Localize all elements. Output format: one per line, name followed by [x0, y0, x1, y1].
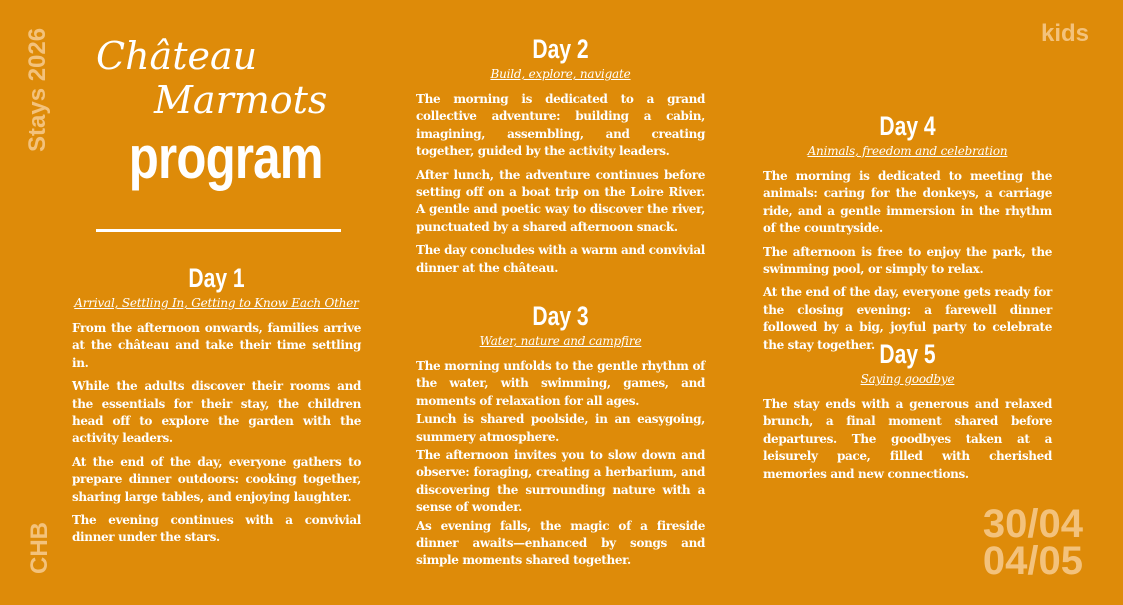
day-5-section	[763, 338, 1052, 489]
day-paragraph: The afternoon invites you to slow down and observe: foraging, creating a herbarium, and discovering the surrounding nature with a sense of wonder.	[416, 448, 705, 515]
day-paragraph: While the adults discover their rooms and the essentials for their stay, the children head off to explore the garden with the activity leaders.	[72, 379, 361, 446]
day-title: Day 4	[879, 111, 936, 141]
day-paragraph: As evening falls, the magic of a fireside dinner awaits—enhanced by songs and simple moments shared together.	[416, 518, 705, 568]
day-paragraph: The morning unfolds to the gentle rhythm of the water, with swimming, games, and moments of relaxation for all ages.	[416, 359, 705, 408]
end-date: 04/05	[982, 539, 1083, 583]
day-paragraph: The evening continues with a convivial dinner under the stars.	[72, 513, 361, 545]
day-subtitle: Animals, freedom and celebration	[807, 144, 1008, 158]
start-date: 30/04	[982, 502, 1083, 546]
day-paragraph: After lunch, the adventure continues before setting off on a boat trip on the Loire River. A gentle and poetic way to discover the river, punctuated by a shared afternoon snack.	[416, 167, 705, 234]
day-title: Day 5	[879, 339, 936, 369]
audience-badge: kids	[1040, 20, 1089, 47]
day-paragraph: From the afternoon onwards, families arrive at the château and take their time settling in.	[72, 321, 361, 370]
day-subtitle: Arrival, Settling In, Getting to Know Each Other	[74, 296, 359, 310]
day-paragraph: At the end of the day, everyone gathers to prepare dinner outdoors: cooking together, sharing large tables, and enjoying laughter.	[72, 454, 361, 504]
day-paragraph: The morning is dedicated to a grand collective adventure: building a cabin, imagining, assembling, and creating together, guided by the activity leaders.	[416, 92, 705, 159]
day-paragraph: The afternoon is free to enjoy the park, the swimming pool, or simply to relax.	[763, 244, 1052, 277]
day-paragraph: At the end of the day, everyone gets ready for the closing evening: a farewell dinner followed by a big, joyful party to celebrate the stay together.	[763, 285, 1052, 352]
day-paragraph: The day concludes with a warm and convivial dinner at the château.	[416, 243, 705, 275]
brand-block	[96, 34, 342, 190]
day-2-section	[416, 33, 705, 283]
brand-name	[96, 34, 342, 122]
day-paragraph: The morning is dedicated to meeting the animals: caring for the donkeys, a carriage ride, and a gentle immersion in the rhythm of the countryside.	[763, 169, 1052, 236]
day-subtitle: Water, nature and campfire	[479, 334, 642, 348]
day-paragraph: Lunch is shared poolside, in an easygoing, summery atmosphere.	[416, 412, 705, 444]
day-3-section	[416, 300, 705, 571]
brand-code-label: CHB	[26, 522, 53, 574]
stay-dates	[982, 502, 1083, 583]
brand-name-line1: Château	[96, 34, 258, 78]
title-divider	[96, 229, 341, 232]
brand-name-line2: Marmots	[154, 78, 328, 122]
day-1-section	[72, 262, 361, 553]
day-title: Day 2	[532, 34, 589, 64]
day-subtitle: Saying goodbye	[860, 372, 955, 386]
page-title: program	[128, 124, 323, 191]
day-subtitle: Build, explore, navigate	[490, 67, 631, 81]
stays-year-label: Stays 2026	[24, 27, 51, 152]
day-title: Day 1	[188, 263, 245, 293]
day-4-section	[763, 110, 1052, 360]
day-title: Day 3	[532, 301, 589, 331]
day-paragraph: The stay ends with a generous and relaxed brunch, a final moment shared before departures. The goodbyes taken at a leisurely pace, filled with cherished memories and new connections.	[763, 397, 1052, 481]
